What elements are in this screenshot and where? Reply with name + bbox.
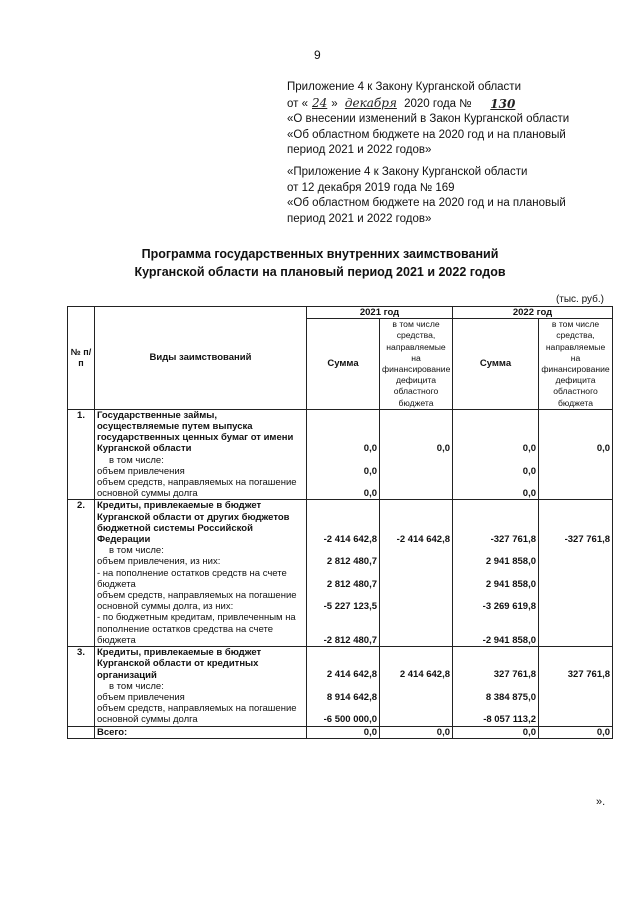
value: 2 941 858,0 [485,578,537,590]
value [455,432,536,443]
value: -3 269 619,8 [482,601,537,613]
units-label: (тыс. руб.) [555,294,604,305]
value [309,523,377,534]
value: 2 812 480,7 [326,578,377,590]
value [382,466,450,477]
value [309,477,377,488]
value [541,681,610,692]
value [309,545,377,556]
total-row [68,726,613,738]
row-label-line: Кредиты, привлекаемые в бюджет [97,647,262,659]
row-label-line: в том числе: [109,680,164,692]
value: 8 914 642,8 [326,691,377,703]
row-label-line: организаций [97,669,157,681]
annex-current [287,80,569,159]
value: 327 761,8 [493,669,537,681]
row-label-line: осуществляемые путем выпуска [97,421,253,433]
value-cell-c3 [453,647,539,726]
value [382,421,450,432]
value-cell-c3 [453,409,539,500]
value: 0,0 [522,465,537,477]
value [541,624,610,635]
value [455,500,536,511]
row-label-line: основной суммы долга, из них: [97,601,234,613]
value [455,612,536,623]
handwritten-day: 24 [312,95,328,110]
value [382,624,450,635]
value [541,703,610,714]
value [382,601,450,612]
row-label-line: объем средств, направляемых на погашение [97,703,297,715]
title-line: Программа государственных внутренних заимствований [141,247,499,261]
value-cell-c1 [307,647,380,726]
value [382,556,450,567]
value-cell-c2 [380,409,453,500]
handwritten-number: 130 [490,96,516,111]
value: 0,0 [363,488,377,500]
handwritten-month: декабря [344,95,397,110]
header-npp: № п/п [68,307,95,410]
value [309,612,377,623]
value [541,466,610,477]
header-sum-2022: Сумма [453,319,539,410]
annex-date-line [287,96,569,113]
value: -8 057 113,2 [483,714,537,726]
annex-date-mid: » [331,97,338,110]
value [382,647,450,658]
value [382,512,450,523]
value [455,703,536,714]
value [382,568,450,579]
value [541,568,610,579]
value [382,612,450,623]
value [382,545,450,556]
value [455,545,536,556]
row-label-line: Государственные займы, [97,409,217,421]
value [382,703,450,714]
value [541,512,610,523]
value [455,624,536,635]
page-number: 9 [314,48,321,62]
value [309,658,377,669]
value [541,545,610,556]
value [382,500,450,511]
value: -2 414 642,8 [323,534,377,546]
row-label-line: бюджетной системы Российской [97,522,253,534]
total-label: Всего: [95,726,307,738]
row-label-line: Курганской области [97,443,192,455]
row-label-line: Кредиты, привлекаемые в бюджет [97,500,262,512]
value [455,410,536,421]
value [541,635,610,646]
header-sum-2021: Сумма [307,319,380,410]
value: 2 812 480,7 [326,556,377,568]
value [382,590,450,601]
row-label-line: основной суммы долга [97,714,198,726]
value [382,681,450,692]
header-row [68,307,613,319]
row-number: 1. [68,409,95,500]
value: 2 414 642,8 [326,669,377,681]
value [541,692,610,703]
row-label-line: Курганской области от других бюджетов [97,511,290,523]
row-label-line: бюджета [97,578,136,590]
total-value: 0,0 [453,726,539,738]
value [541,601,610,612]
total-value: 0,0 [307,726,380,738]
value: 0,0 [522,488,537,500]
value [309,500,377,511]
value-cell-c2 [380,500,453,647]
value: -5 227 123,5 [323,601,377,613]
value: 327 761,8 [567,669,611,681]
row-number: 3. [68,647,95,726]
value: -2 414 642,8 [396,534,451,546]
row-label-line: основной суммы долга [97,488,198,500]
annex-date-prefix: от « [287,97,309,110]
value [541,579,610,590]
row-label-line: Федерации [97,534,151,546]
value [541,714,610,725]
row-label-line: пополнение остатков средства на счете [97,623,274,635]
value [309,568,377,579]
header-kinds: Виды заимствований [95,307,307,410]
value [382,692,450,703]
value [382,635,450,646]
value [309,455,377,466]
value: 2 414 642,8 [399,669,451,681]
value-cell-c2 [380,647,453,726]
annex-line: период 2021 и 2022 годов» [287,212,432,225]
value [382,488,450,499]
value [382,477,450,488]
row-label-line: Курганской области от кредитных [97,658,259,670]
value [541,658,610,669]
value [382,523,450,534]
total-value: 0,0 [539,726,613,738]
row-label-line: объем привлечения, из них: [97,556,221,568]
value: 0,0 [596,443,611,455]
header-2022: 2022 год [453,307,613,319]
row-label-line: объем средств, направляемых на погашение [97,590,297,602]
table-row [68,647,613,726]
value [309,681,377,692]
header-deficit-2021: в том числе средства, направляемые на финансирование дефицита областного бюджета [380,319,453,410]
annex-year: 2020 года № [404,97,472,110]
table-row [68,500,613,647]
value [541,590,610,601]
title-line: Курганской области на плановый период 2021 и 2022 годов [134,265,506,279]
annex-line: «Об областном бюджете на 2020 год и на плановый [287,128,566,141]
row-label [95,647,307,726]
value [541,523,610,534]
value-cell-c1 [307,409,380,500]
value [455,568,536,579]
value [309,703,377,714]
value [309,421,377,432]
value-cell-c4 [539,647,613,726]
row-label [95,409,307,500]
closing-mark: ». [596,796,606,808]
value-cell-c3 [453,500,539,647]
value: 2 941 858,0 [485,556,537,568]
value-cell-c1 [307,500,380,647]
value [309,512,377,523]
value: -2 941 858,0 [482,634,537,646]
value [382,455,450,466]
value [541,410,610,421]
row-number: 2. [68,500,95,647]
value [541,612,610,623]
row-label-line: объем привлечения [97,691,185,703]
annex-original [287,165,566,227]
value-cell-c4 [539,409,613,500]
value [541,556,610,567]
value: -327 761,8 [564,534,611,546]
annex-line: «О внесении изменений в Закон Курганской области [287,113,570,125]
value: 0,0 [522,443,537,455]
value-cell-c4 [539,500,613,647]
value [455,658,536,669]
annex-line: период 2021 и 2022 годов» [287,144,432,156]
row-label-line: в том числе: [109,545,164,557]
row-label-line: объем средств, направляемых на погашение [97,477,297,489]
value [382,432,450,443]
value [382,579,450,590]
value [455,681,536,692]
header-deficit-2022: в том числе средства, направляемые на финансирование дефицита областного бюджета [539,319,613,410]
row-label-line: объем привлечения [97,465,185,477]
value [455,477,536,488]
annex-line: от 12 декабря 2019 года № 169 [287,181,455,194]
value [309,624,377,635]
value [455,421,536,432]
value [541,432,610,443]
row-label-line: бюджета [97,634,136,646]
value [455,647,536,658]
annex-line: Приложение 4 к Закону Курганской области [287,81,521,93]
value [541,477,610,488]
value [382,714,450,725]
value [541,500,610,511]
value: -327 761,8 [490,534,537,546]
row-label [95,500,307,647]
value [382,410,450,421]
row-label-line: - на пополнение остатков средств на счете [97,567,287,579]
table-row [68,409,613,500]
value [455,590,536,601]
value [382,658,450,669]
row-label-line: в том числе: [109,454,164,466]
row-label-line: государственных ценных бумаг от имени [97,432,294,444]
value [309,590,377,601]
value [309,432,377,443]
value [455,455,536,466]
value [455,512,536,523]
value: -6 500 000,0 [323,714,377,726]
value [309,410,377,421]
value: 0,0 [436,443,451,455]
document-title [0,245,640,281]
annex-line: «Приложение 4 к Закону Курганской области [287,166,528,178]
value [309,647,377,658]
total-value: 0,0 [380,726,453,738]
value: 0,0 [363,465,377,477]
value: 8 384 875,0 [485,691,537,703]
borrowing-program-table [67,306,613,739]
value: 0,0 [363,443,377,455]
value: -2 812 480,7 [323,634,377,646]
value [541,455,610,466]
value [541,488,610,499]
value [541,647,610,658]
annex-line: «Об областном бюджете на 2020 год и на плановый [287,197,566,209]
value [455,523,536,534]
row-label-line: - по бюджетным кредитам, привлеченным на [97,612,296,624]
header-2021: 2021 год [307,307,453,319]
value [541,421,610,432]
